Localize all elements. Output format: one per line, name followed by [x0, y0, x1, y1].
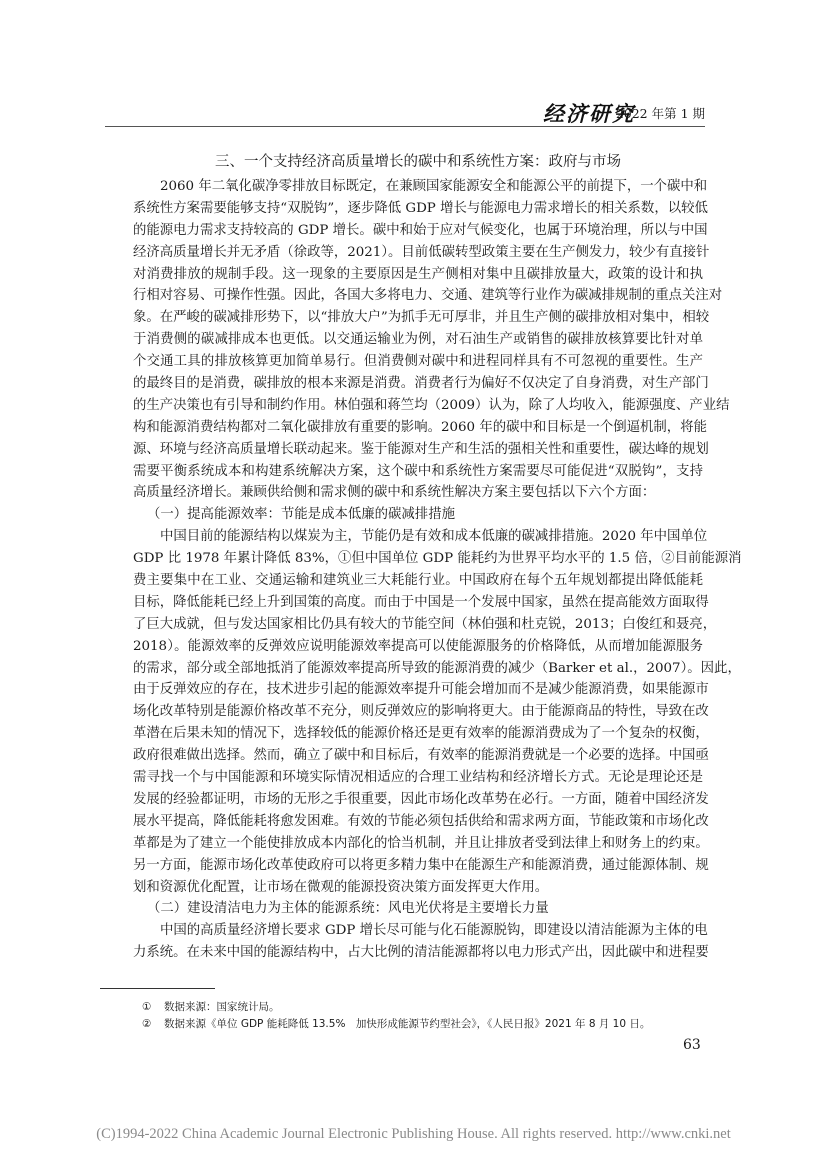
footnote-mark: ②	[142, 1018, 152, 1030]
text-line: 费主要集中在工业、交通运输和建筑业三大耗能行业。中国政府在每个五年规划都提出降低能耗	[133, 573, 703, 589]
text-line: 政府很难做出选择。然而，确立了碳中和目标后，有效率的能源消费就是一个必要的选择。中国亟	[133, 748, 709, 764]
text-line: 2060 年二氧化碳净零排放目标既定，在兼顾国家能源安全和能源公平的前提下，一个碳中和	[160, 179, 708, 194]
footnote-divider	[100, 988, 215, 989]
text-line: 革潜在后果未知的情况下，选择较低的能源价格还是更有效率的能源消费成为了一个复杂的权衡，	[133, 726, 709, 742]
text-line: 源、环境与经济高质量增长联动起来。鉴于能源对生产和生活的强相关性和重要性，碳达峰的规划	[133, 441, 709, 457]
text-line: 经济高质量增长并无矛盾（徐政等，2021）。目前低碳转型政策主要在生产侧发力，较少有直接针	[133, 244, 710, 260]
text-line: 展水平提高，降低能耗将愈发困难。有效的节能必须包括供给和需求两方面，节能政策和市场化改	[133, 813, 709, 829]
text-line: 于消费侧的碳减排成本也更低。以交通运输业为例，对石油生产或销售的碳排放核算要比针对单	[133, 332, 703, 348]
text-line: 的能源电力需求支持较高的 GDP 增长。碳中和始于应对气候变化，也属于环境治理，所以与中国	[133, 222, 708, 238]
article-body	[133, 176, 742, 964]
text-line: 发展的经验都证明，市场的无形之手很重要，因此市场化改革势在必行。一方面，随着中国经济发	[133, 791, 709, 807]
text-line: 需要平衡系统成本和构建系统解决方案，这个碳中和系统性方案需要尽可能促进“双脱钩”，支持	[133, 463, 703, 479]
text-line: 的生产决策也有引导和制约作用。林伯强和蒋竺均（2009）认为，除了人均收入，能源强度、产业结	[133, 397, 730, 413]
paragraph	[133, 176, 730, 504]
subsection-heading	[133, 898, 703, 920]
text-line: 需寻找一个与中国能源和环境实际情况相适应的合理工业结构和经济增长方式。无论是理论还是	[133, 770, 703, 786]
text-line: 中国的高质量经济增长要求 GDP 增长尽可能与化石能源脱钩，即建设以清洁能源为主体的电	[160, 923, 708, 939]
footnote-text: 数据来源：国家统计局。	[164, 1001, 280, 1013]
text-line: （一）提高能源效率：节能是成本低廉的碳减排措施	[147, 507, 455, 523]
text-line: 目标，降低能耗已经上升到国策的高度。而由于中国是一个发展中国家，虽然在提高能效方面取得	[133, 594, 709, 610]
issue-label: 2022 年第 1 期	[615, 106, 705, 121]
journal-logo: 经济研究	[543, 101, 635, 126]
text-line: 中国目前的能源结构以煤炭为主，节能仍是有效和成本低廉的碳减排措施。2020 年中国单位	[160, 529, 708, 545]
footnote-mark: ①	[142, 1001, 152, 1013]
footnote-1	[142, 999, 280, 1014]
text-line: 构和能源消费结构都对二氧化碳排放有重要的影响。2060 年的碳中和目标是一个倒逼机制，将能	[133, 419, 707, 435]
text-line: GDP 比 1978 年累计降低 83%，①但中国单位 GDP 能耗约为世界平均水平的 1.5 倍，②目前能源消	[133, 551, 742, 567]
text-line: 划和资源优化配置，让市场在微观的能源投资决策方面发挥更大作用。	[133, 879, 549, 895]
text-line: 由于反弹效应的存在，技术进步引起的能源效率提升可能会增加而不是减少能源消费，如果能源市	[133, 682, 709, 698]
paragraph	[133, 920, 709, 964]
text-line: 系统性方案需要能够支持“双脱钩”，逐步降低 GDP 增长与能源电力需求增长的相关系数，以较低	[133, 200, 708, 216]
text-line: 的最终目的是消费，碳排放的根本来源是消费。消费者行为偏好不仅决定了自身消费，对生产部门	[133, 376, 709, 392]
subsection-heading	[133, 504, 703, 526]
text-line: 革都是为了建立一个能使排放成本内部化的恰当机制，并且让排放者受到法律上和财务上的约束。	[133, 835, 709, 851]
running-header	[105, 98, 705, 127]
text-line: 另一方面，能源市场化改革使政府可以将更多精力集中在能源生产和能源消费，通过能源体制、规	[133, 857, 709, 873]
text-line: 个交通工具的排放核算更加简单易行。但消费侧对碳中和进程同样具有不可忽视的重要性。生产	[133, 354, 703, 370]
footnote-2	[142, 1016, 650, 1031]
text-line: 行相对容易、可操作性强。因此，各国大多将电力、交通、建筑等行业作为碳减排规制的重点关注对	[133, 288, 723, 304]
footnote-text: 数据来源《单位 GDP 能耗降低 13.5% 加快形成能源节约型社会》，《人民日报》2021 年 8 月 10 日。	[164, 1018, 651, 1030]
text-line: （二）建设清洁电力为主体的能源系统：风电光伏将是主要增长力量	[147, 901, 549, 917]
page-number: 63	[683, 1037, 701, 1053]
text-line: 的需求，部分或全部地抵消了能源效率提高所导致的能源消费的减少（Barker et al.，2007）。因此，	[133, 660, 741, 676]
text-line: 2018）。能源效率的反弹效应说明能源效率提高可以使能源服务的价格降低，从而增加能源服务	[133, 638, 703, 654]
text-line: 场化改革特别是能源价格改革不充分，则反弹效应的影响将更大。由于能源商品的特性，导致在改	[133, 704, 709, 720]
text-line: 高质量经济增长。兼顾供给侧和需求侧的碳中和系统性解决方案主要包括以下六个方面：	[133, 485, 656, 501]
text-line: 力系统。在未来中国的能源结构中，占大比例的清洁能源都将以电力形式产出，因此碳中和进程要	[133, 945, 709, 961]
text-line: 了巨大成就，但与发达国家相比仍具有较大的节能空间（林伯强和杜克锐，2013；白俊红和聂亮，	[133, 616, 717, 632]
paragraph	[133, 526, 742, 898]
copyright-notice: (C)1994-2022 China Academic Journal Electronic Publishing House. All rights reserved. http://www.cnki.net	[96, 1126, 731, 1142]
text-line: 象。在严峻的碳减排形势下，以“排放大户”为抓手无可厚非，并且生产侧的碳排放相对集中，相较	[133, 310, 710, 326]
text-line: 对消费排放的规制手段。这一现象的主要原因是生产侧相对集中且碳排放量大，政策的设计和执	[133, 266, 703, 282]
section-title: 三、一个支持经济高质量增长的碳中和系统性方案：政府与市场	[215, 154, 621, 170]
